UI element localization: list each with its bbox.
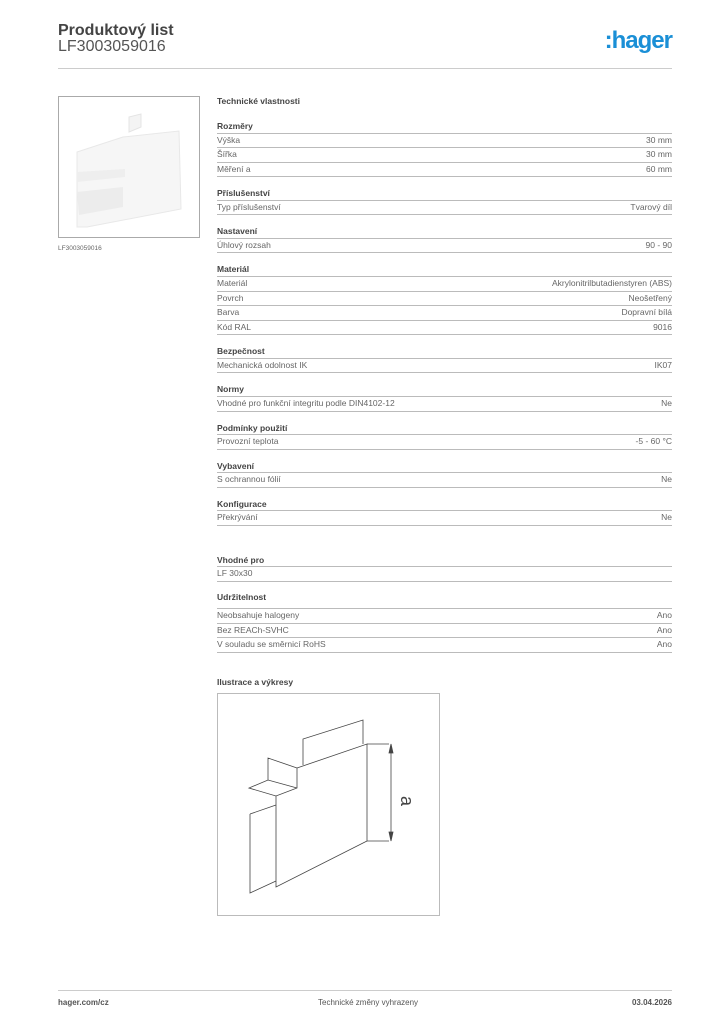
spec-row — [217, 277, 672, 292]
spec-section — [217, 262, 672, 335]
section-heading: Příslušenství — [217, 186, 672, 201]
spec-label: Úhlový rozsah — [217, 239, 271, 250]
dimension-label: a — [397, 796, 417, 807]
spec-label: Překrývání — [217, 512, 258, 523]
spec-value: Ne — [661, 397, 672, 408]
spec-label: Vhodné pro funkční integritu podle DIN4102-12 — [217, 397, 395, 408]
spec-section — [217, 382, 672, 411]
illustration-title: Ilustrace a výkresy — [217, 676, 294, 687]
footer-website[interactable]: hager.com/cz — [58, 998, 109, 1007]
spec-row — [217, 292, 672, 307]
spec-value: 60 mm — [646, 163, 672, 174]
spec-label: Typ příslušenství — [217, 201, 281, 212]
spec-section — [217, 421, 672, 450]
spec-label: Šířka — [217, 149, 237, 160]
spec-label: Měření a — [217, 163, 251, 174]
dimension-drawing — [217, 693, 440, 916]
spec-row — [217, 397, 672, 412]
section-heading: Podmínky použití — [217, 421, 672, 436]
spec-row — [217, 435, 672, 450]
spec-value: Dopravní bílá — [621, 307, 672, 318]
spec-row — [217, 624, 672, 639]
spec-row — [217, 359, 672, 374]
spec-value: Ne — [661, 512, 672, 523]
section-heading: Nastavení — [217, 224, 672, 239]
spec-label: Neobsahuje halogeny — [217, 609, 300, 620]
section-heading: Vhodné pro — [217, 553, 672, 568]
section-heading: Materiál — [217, 262, 672, 277]
spec-row — [217, 567, 672, 582]
spec-label: Výška — [217, 134, 241, 145]
spec-section — [217, 119, 672, 177]
technical-specs — [217, 96, 672, 687]
spec-section — [217, 591, 672, 653]
section-heading: Vybavení — [217, 459, 672, 474]
spec-value: IK07 — [654, 359, 672, 370]
spec-label: S ochrannou fólií — [217, 474, 281, 485]
spec-label: Materiál — [217, 277, 248, 288]
spec-label: Bez REACh-SVHC — [217, 624, 289, 635]
spec-value: -5 - 60 °C — [635, 436, 672, 447]
section-heading: Rozměry — [217, 119, 672, 134]
product-code: LF3003059016 — [58, 38, 166, 55]
section-heading: Udržitelnost — [217, 591, 672, 609]
spec-value: 90 - 90 — [645, 239, 672, 250]
specs-title: Technické vlastnosti — [217, 96, 300, 106]
spec-label: Barva — [217, 307, 240, 318]
footer-divider — [58, 990, 672, 991]
header-divider — [58, 68, 672, 69]
spec-value: 9016 — [653, 321, 672, 332]
footer-disclaimer: Technické změny vyhrazeny — [318, 998, 419, 1007]
spec-section — [217, 459, 672, 488]
spec-value: Tvarový díl — [630, 201, 672, 212]
spec-section — [217, 186, 672, 215]
spec-row — [217, 321, 672, 336]
spec-row — [217, 148, 672, 163]
spec-row — [217, 134, 672, 149]
section-heading: Normy — [217, 382, 672, 397]
spec-row — [217, 201, 672, 216]
spec-section — [217, 224, 672, 253]
spec-row — [217, 511, 672, 526]
spec-label: LF 30x30 — [217, 568, 253, 579]
spec-label: Provozní teplota — [217, 436, 279, 447]
spec-section — [217, 497, 672, 526]
spec-row — [217, 239, 672, 254]
spec-section — [217, 344, 672, 373]
spec-row — [217, 609, 672, 624]
section-heading: Konfigurace — [217, 497, 672, 512]
spec-value: Akrylonitrilbutadienstyren (ABS) — [552, 277, 672, 288]
spec-value: 30 mm — [646, 134, 672, 145]
spec-row — [217, 306, 672, 321]
spec-label: V souladu se směrnicí RoHS — [217, 639, 326, 650]
spec-value: Ano — [656, 609, 672, 620]
spec-value: 30 mm — [646, 149, 672, 160]
spec-section — [217, 553, 672, 582]
spec-label: Kód RAL — [217, 321, 252, 332]
spec-value: Ano — [656, 624, 672, 635]
spec-value: Ano — [656, 639, 672, 650]
spec-value: Neošetřený — [628, 292, 672, 303]
hager-logo: :hager — [604, 27, 672, 54]
section-heading: Bezpečnost — [217, 344, 672, 359]
spec-label: Mechanická odolnost IK — [217, 359, 308, 370]
spec-row — [217, 473, 672, 488]
spec-label: Povrch — [217, 292, 244, 303]
spec-row — [217, 163, 672, 178]
photo-caption: LF3003059016 — [58, 245, 102, 252]
product-photo — [58, 96, 200, 238]
footer-date: 03.04.2026 — [631, 998, 672, 1007]
spec-value: Ne — [661, 474, 672, 485]
page-title: Produktový list — [58, 22, 174, 39]
spec-row — [217, 638, 672, 653]
